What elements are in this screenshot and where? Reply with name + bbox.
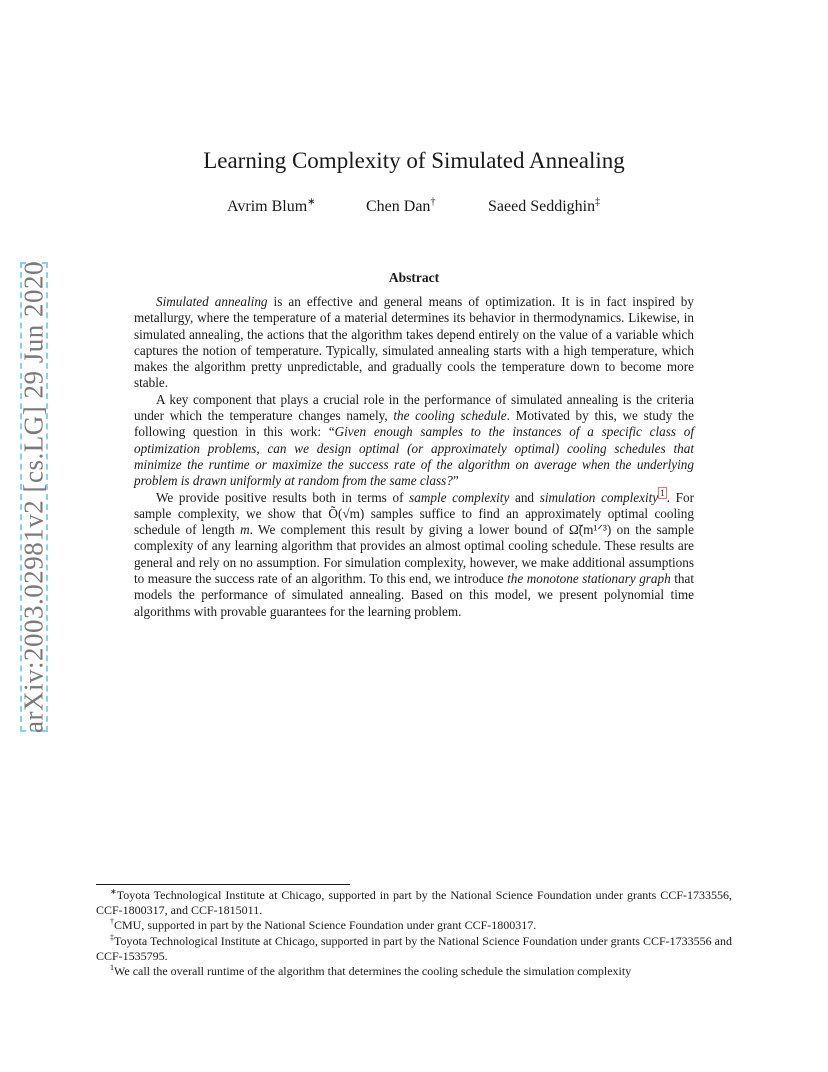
footnote-text: CMU, supported in part by the National Science Foundation under grant CCF-1800317. (114, 918, 537, 933)
author-name: Chen Dan (366, 198, 431, 215)
author-affiliation-mark: ∗ (307, 196, 316, 208)
author-name: Avrim Blum (227, 198, 308, 215)
text-run: that models the performance of simulated annealing. Based on this model, we present polynomial time algorithms with provable guarantees for the learning problem. (134, 571, 694, 619)
emphasis: the monotone stationary graph (507, 571, 671, 587)
footnote-link[interactable]: 1 (660, 488, 665, 499)
abstract-paragraph (134, 294, 694, 392)
math-upper-bound: Õ(√m) (328, 505, 365, 521)
text-run: on the sample complexity of any learning algorithm that provides an almost optimal cooling schedule. These results are general and rely on no assumption. For simulation complexity, however, we make additional assumptions to measure the success rate of an algorithm. To this end, we introduce (134, 522, 695, 587)
footnote (96, 964, 732, 979)
emphasis: the cooling schedule (393, 408, 507, 424)
emphasis: simulation complexity (539, 489, 659, 505)
text-run: ” (452, 473, 459, 489)
text-run: is an effective and general means of optimization. It is in fact inspired by metallurgy, where the temperature of a material determines its behavior in thermodynamics. Likewise, in simulated annealing, the actions that the algorithm takes depend entirely on the value of a variable which captures the notion of temperature. Typically, simulated annealing starts with a high temperature, which makes the algorithm pretty unpredictable, and gradually cools the temperature down to become more stable. (134, 294, 694, 391)
abstract-paragraph (134, 392, 694, 490)
footnote-mark: ‡ (110, 932, 115, 942)
emphasis: Simulated annealing (156, 294, 268, 309)
arxiv-stamp (20, 262, 52, 734)
abstract-heading: Abstract (388, 270, 440, 285)
text-run: . We complement this result by giving a lower bound of (249, 522, 569, 538)
footnote-mark: ∗ (110, 887, 117, 896)
footnote (96, 934, 732, 964)
author-affiliation-mark: ‡ (595, 196, 601, 208)
math-lower-bound: Ω̃(m¹ᐟ³) (568, 522, 612, 538)
abstract-paragraph (134, 490, 694, 620)
emphasis: sample complexity (409, 489, 510, 505)
text-run: samples suffice to find an approximately optimal cooling schedule of length (134, 505, 694, 538)
footnote-rule (96, 884, 350, 885)
research-question: Given enough samples to the instances of a specific class of optimization problems, can we design optimal (or approximately optimal) cooling schedules that minimize the runtime or maximize the success rate of the algorithm on average when the underlying problem is drawn uniformly at random from the same class? (134, 424, 694, 489)
text-run: and (509, 489, 540, 505)
footnote-text: Toyota Technological Institute at Chicago, supported in part by the National Science Foundation under grants CCF-1733556, CCF-1800317, and CCF-1815011. (96, 888, 732, 918)
footnote-text: Toyota Technological Institute at Chicago, supported in part by the National Science Foundation under grants CCF-1733556 and CCF-1535795. (96, 933, 732, 963)
math-variable: m (240, 522, 250, 538)
text-run: . For sample complexity, we show that (134, 489, 694, 521)
text-run: . Motivated by this, we study the following question in this work: “ (134, 408, 695, 440)
author (227, 198, 316, 216)
arxiv-identifier: arXiv:2003.02981v2 [cs.LG] 29 Jun 2020 (18, 261, 49, 733)
abstract-body (134, 294, 694, 620)
footnote-mark: † (110, 917, 114, 927)
footnotes (96, 888, 732, 979)
author (366, 198, 435, 216)
paper-title: Learning Complexity of Simulated Annealing (203, 148, 625, 173)
text-run: A key component that plays a crucial role in the performance of simulated annealing is the criteria under which the temperature changes namely, (134, 391, 694, 424)
text-run: We provide positive results both in terms of (156, 489, 410, 505)
footnote-text: We call the overall runtime of the algorithm that determines the cooling schedule the simulation complexity (114, 964, 632, 979)
footnote (96, 918, 732, 933)
author-name: Saeed Seddighin (488, 198, 596, 215)
footnote-mark: 1 (110, 963, 114, 973)
author-affiliation-mark: † (430, 196, 436, 208)
author (488, 198, 600, 216)
author-list (0, 198, 828, 220)
footnote (96, 888, 732, 918)
